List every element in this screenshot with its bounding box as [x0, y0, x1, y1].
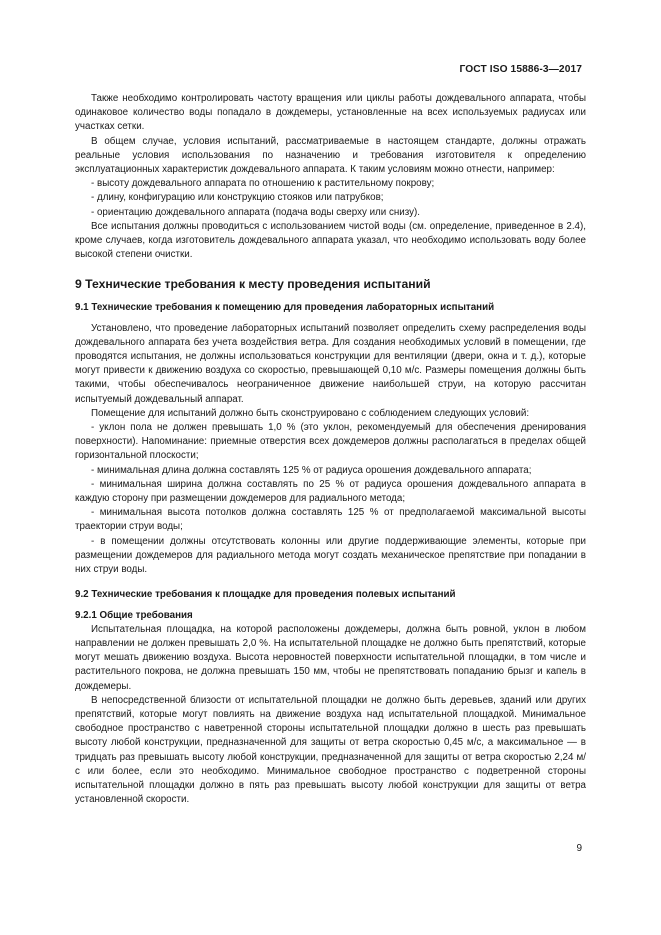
section-9-1-heading: 9.1 Технические требования к помещению для проведения лабораторных испытаний: [75, 302, 495, 314]
paragraph-room-conditions: Помещение для испытаний должно быть сконструировано с соблюдением следующих условий:: [91, 407, 530, 419]
list-item: - в помещении должны отсутствовать колонны или другие поддерживающие элементы, которые при размещении дождемеров для радиального метода могут создать механическое препятствие при попадании в них струи воды.: [75, 535, 586, 576]
section-9-2-heading: 9.2 Технические требования к площадке для проведения полевых испытаний: [75, 589, 456, 601]
section-9-2-1-heading: 9.2.1 Общие требования: [75, 609, 193, 621]
paragraph-obstacles: В непосредственной близости от испытательной площадки не должно быть деревьев, зданий или других препятствий, которые могут повлиять на движение воздуха над испытательной площадкой. Минимальное свободное пространство с наветренной стороны испытательной площадки должно в шесть раз превышать высоту любой конструкции, предназначенной для защиты от ветра скоростью 0,45 м/с, а максимальное — в тридцать раз превышать высоту любой конструкции, предназначенной для защиты от ветра скоростью 2,24 м/с или более, если это необходимо. Минимальное свободное пространство с подветренной стороны испытательной площадки должно в пять раз превышать высоту любой конструкции для защиты от ветра установленной скорости.: [75, 694, 586, 806]
list-item: - минимальная длина должна составлять 125 % от радиуса орошения дождевального аппарата;: [91, 464, 532, 476]
paragraph-test-conditions: В общем случае, условия испытаний, рассматриваемые в настоящем стандарте, должны отражать реальные условия использования по назначению и требования изготовителя к определению эксплуатационных характеристик дождевального аппарата. К таким условиям можно отнести, например:: [75, 135, 586, 176]
list-item: - минимальная высота потолков должна составлять 125 % от предполагаемой максимальной высоты траектории струи воды;: [75, 507, 586, 533]
page-number: 9: [576, 843, 582, 854]
paragraph-field-site: Испытательная площадка, на которой расположены дождемеры, должна быть ровной, уклон в любом направлении не должен превышать 2,0 %. На испытательной площадке не должно быть препятствий, которые могут мешать движению воздуха. Высота неровностей поверхности испытательной площадки, в том числе и растительного покрова, не должна превышать 150 мм, чтобы не препятствовать попаданию брызг и капель в дождемеры.: [75, 623, 586, 692]
paragraph-rotation-control: Также необходимо контролировать частоту вращения или циклы работы дождевального аппарата, чтобы одинаковое количество воды попадало в дождемеры, установленные на всех используемых радиусах или участках сетки.: [75, 93, 586, 133]
paragraph-clean-water: Все испытания должны проводиться с использованием чистой воды (см. определение, приведенное в 2.4), кроме случаев, когда изготовитель дождевального аппарата указал, что необходимо использовать воду более высокой степени очистки.: [75, 220, 586, 261]
document-code-header: ГОСТ ISO 15886-3—2017: [459, 64, 582, 75]
list-item: - минимальная ширина должна составлять по 25 % от радиуса орошения дождевального аппарата в каждую сторону при размещении дождемеров для радиального метода;: [75, 478, 586, 505]
list-item: - ориентацию дождевального аппарата (подача воды сверху или снизу).: [91, 206, 421, 218]
document-body: [75, 92, 586, 807]
section-9-heading: 9 Технические требования к месту проведения испытаний: [75, 277, 431, 292]
list-item: - уклон пола не должен превышать 1,0 % (это уклон, рекомендуемый для обеспечения дренирования поверхности). Напоминание: приемные отверстия всех дождемеров должны располагаться в пределах общей горизонтальной плоскости;: [75, 422, 586, 462]
paragraph-lab-tests: Установлено, что проведение лабораторных испытаний позволяет определить схему распределения воды дождевального аппарата без учета воздействия ветра. Для создания необходимых условий в помещении, где проводятся испытания, не должны использоваться конструкции для вентиляции (двери, окна и т. д.), которые могут привести к движению воздуха со скоростью, превышающей 0,10 м/с. Размеры помещения должны быть такими, чтобы обеспечивалось неограниченное движение наибольшей струи, на которую рассчитан испытуемый дождевальный аппарат.: [75, 322, 586, 405]
list-item: - длину, конфигурацию или конструкцию стояков или патрубков;: [91, 192, 384, 204]
list-item: - высоту дождевального аппарата по отношению к растительному покрову;: [91, 178, 435, 190]
